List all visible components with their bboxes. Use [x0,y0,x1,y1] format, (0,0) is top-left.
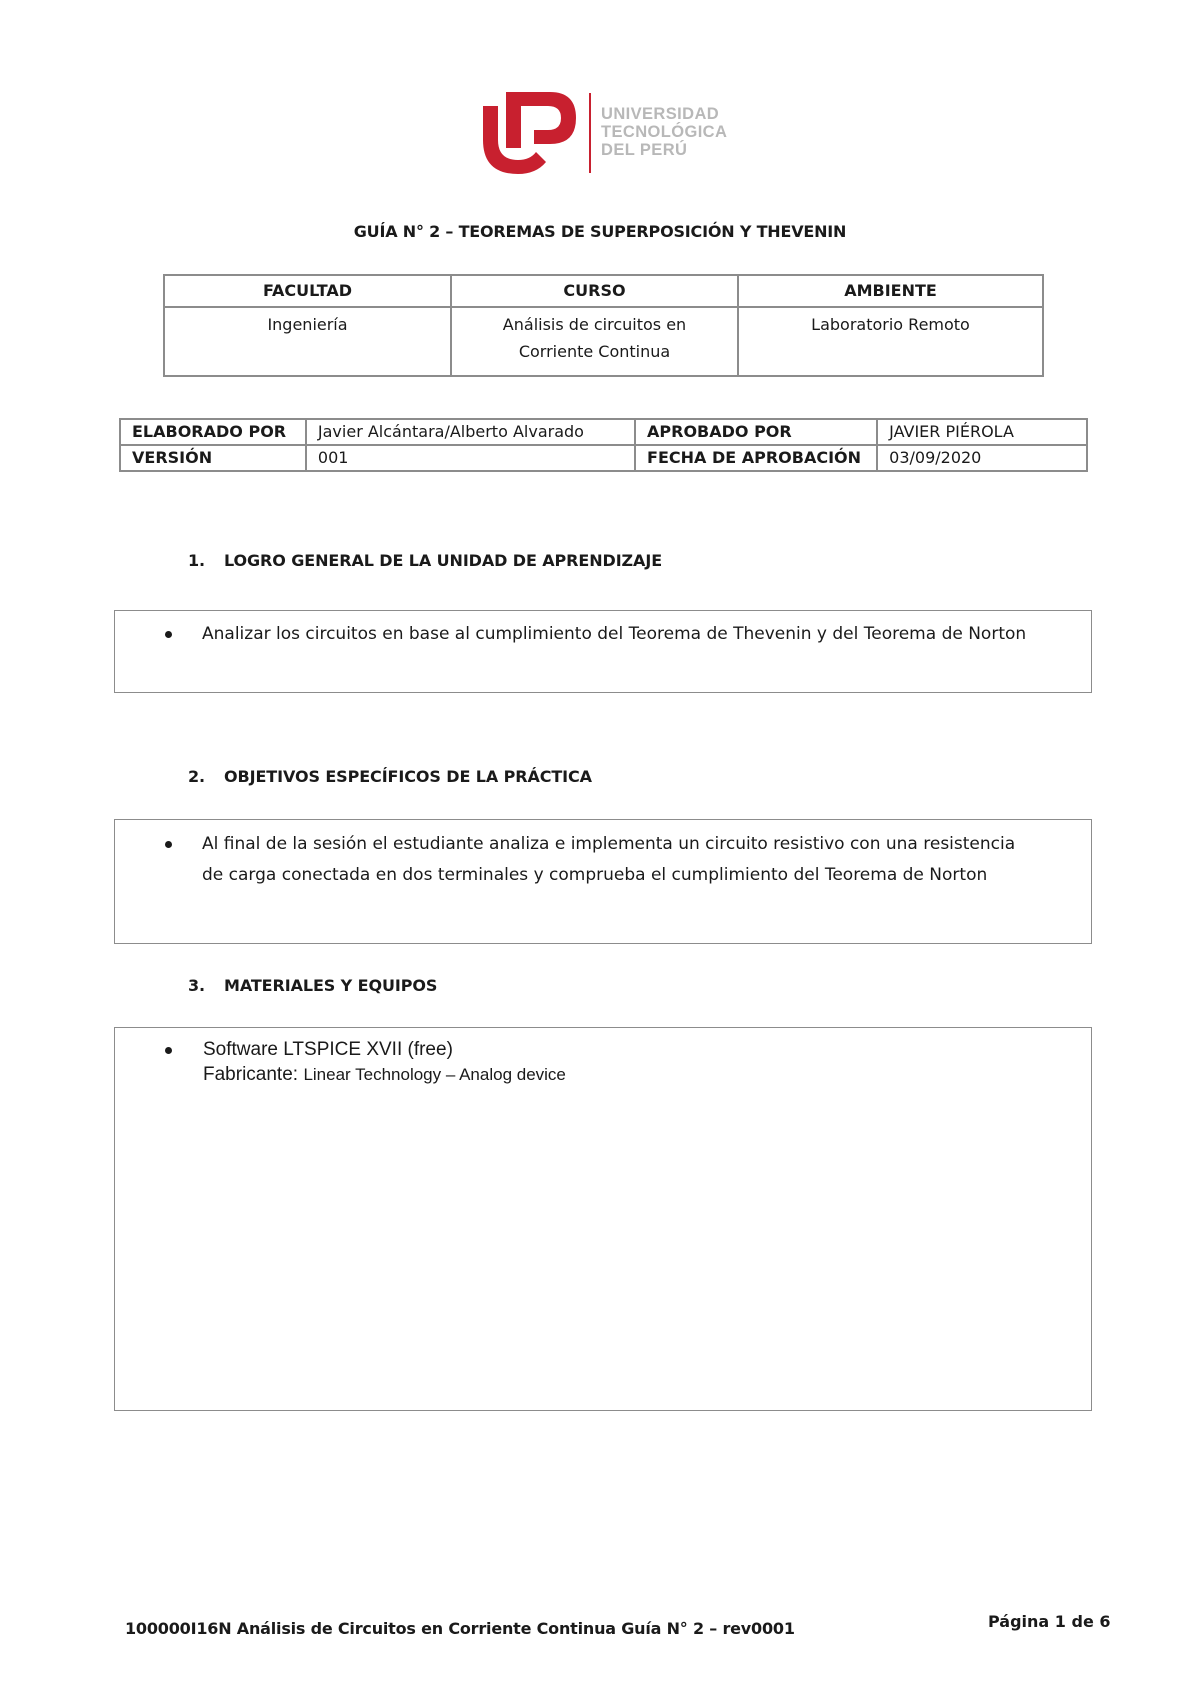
elaborado-label: ELABORADO POR [120,419,306,445]
table-row [120,445,1087,471]
section-2-number: 2. [188,767,206,786]
bullet-icon [165,841,172,848]
section-2-box [114,819,1092,944]
fecha-label: FECHA DE APROBACIÓN [635,445,877,471]
section-2-title: OBJETIVOS ESPECÍFICOS DE LA PRÁCTICA [224,767,592,786]
section-1-number: 1. [188,551,206,570]
approval-table [119,418,1088,472]
section-1-heading [188,551,662,570]
course-info-table [163,274,1044,377]
section-2-bullet-line-1: Al final de la sesión el estudiante analiza e implementa un circuito resistivo con una resistencia [202,834,1016,854]
bullet-icon [165,631,172,638]
logo-divider [589,93,591,173]
section-3-box [114,1027,1092,1411]
header-curso: CURSO [451,275,738,307]
aprobado-value: JAVIER PIÉROLA [877,419,1087,445]
fecha-value: 03/09/2020 [877,445,1087,471]
bullet-icon [165,1047,172,1054]
logo-text [601,105,741,159]
header-ambiente: AMBIENTE [738,275,1043,307]
version-label: VERSIÓN [120,445,306,471]
version-value: 001 [306,445,635,471]
fabricante-label: Fabricante: [203,1064,299,1085]
value-facultad: Ingeniería [164,307,451,376]
section-1-box [114,610,1092,693]
header-facultad: FACULTAD [164,275,451,307]
utp-logo-mark-icon [478,88,578,178]
guide-title: GUÍA N° 2 – TEOREMAS DE SUPERPOSICIÓN Y THEVENIN [353,222,847,241]
table-row [120,419,1087,445]
section-2-bullet-line-2: de carga conectada en dos terminales y comprueba el cumplimiento del Teorema de Norton [202,865,988,885]
table-header-row [164,275,1043,307]
logo-line-1: UNIVERSIDAD [601,105,720,123]
university-logo [478,88,738,184]
logo-line-3: DEL PERÚ [601,141,688,159]
section-1-bullet: Analizar los circuitos en base al cumplimiento del Teorema de Thevenin y del Teorema de Norton [202,624,1027,644]
value-ambiente: Laboratorio Remoto [738,307,1043,376]
table-row [164,307,1043,376]
value-curso [451,307,738,376]
section-3-heading [188,976,437,995]
elaborado-value: Javier Alcántara/Alberto Alvarado [306,419,635,445]
fabricante-value: Linear Technology – Analog device [303,1065,566,1084]
section-3-title: MATERIALES Y EQUIPOS [224,976,438,995]
footer-document-code: 100000I16N Análisis de Circuitos en Corriente Continua Guía N° 2 – rev0001 [125,1619,795,1638]
footer-page-number: Página 1 de 6 [988,1612,1111,1631]
aprobado-label: APROBADO POR [635,419,877,445]
value-curso-text: Análisis de circuitos en Corriente Continua [502,315,687,361]
logo-line-2: TECNOLÓGICA [601,123,728,141]
section-3-number: 3. [188,976,206,995]
section-3-bullet-line-1: Software LTSPICE XVII (free) [203,1039,453,1060]
section-1-title: LOGRO GENERAL DE LA UNIDAD DE APRENDIZAJE [224,551,663,570]
section-2-heading [188,767,592,786]
